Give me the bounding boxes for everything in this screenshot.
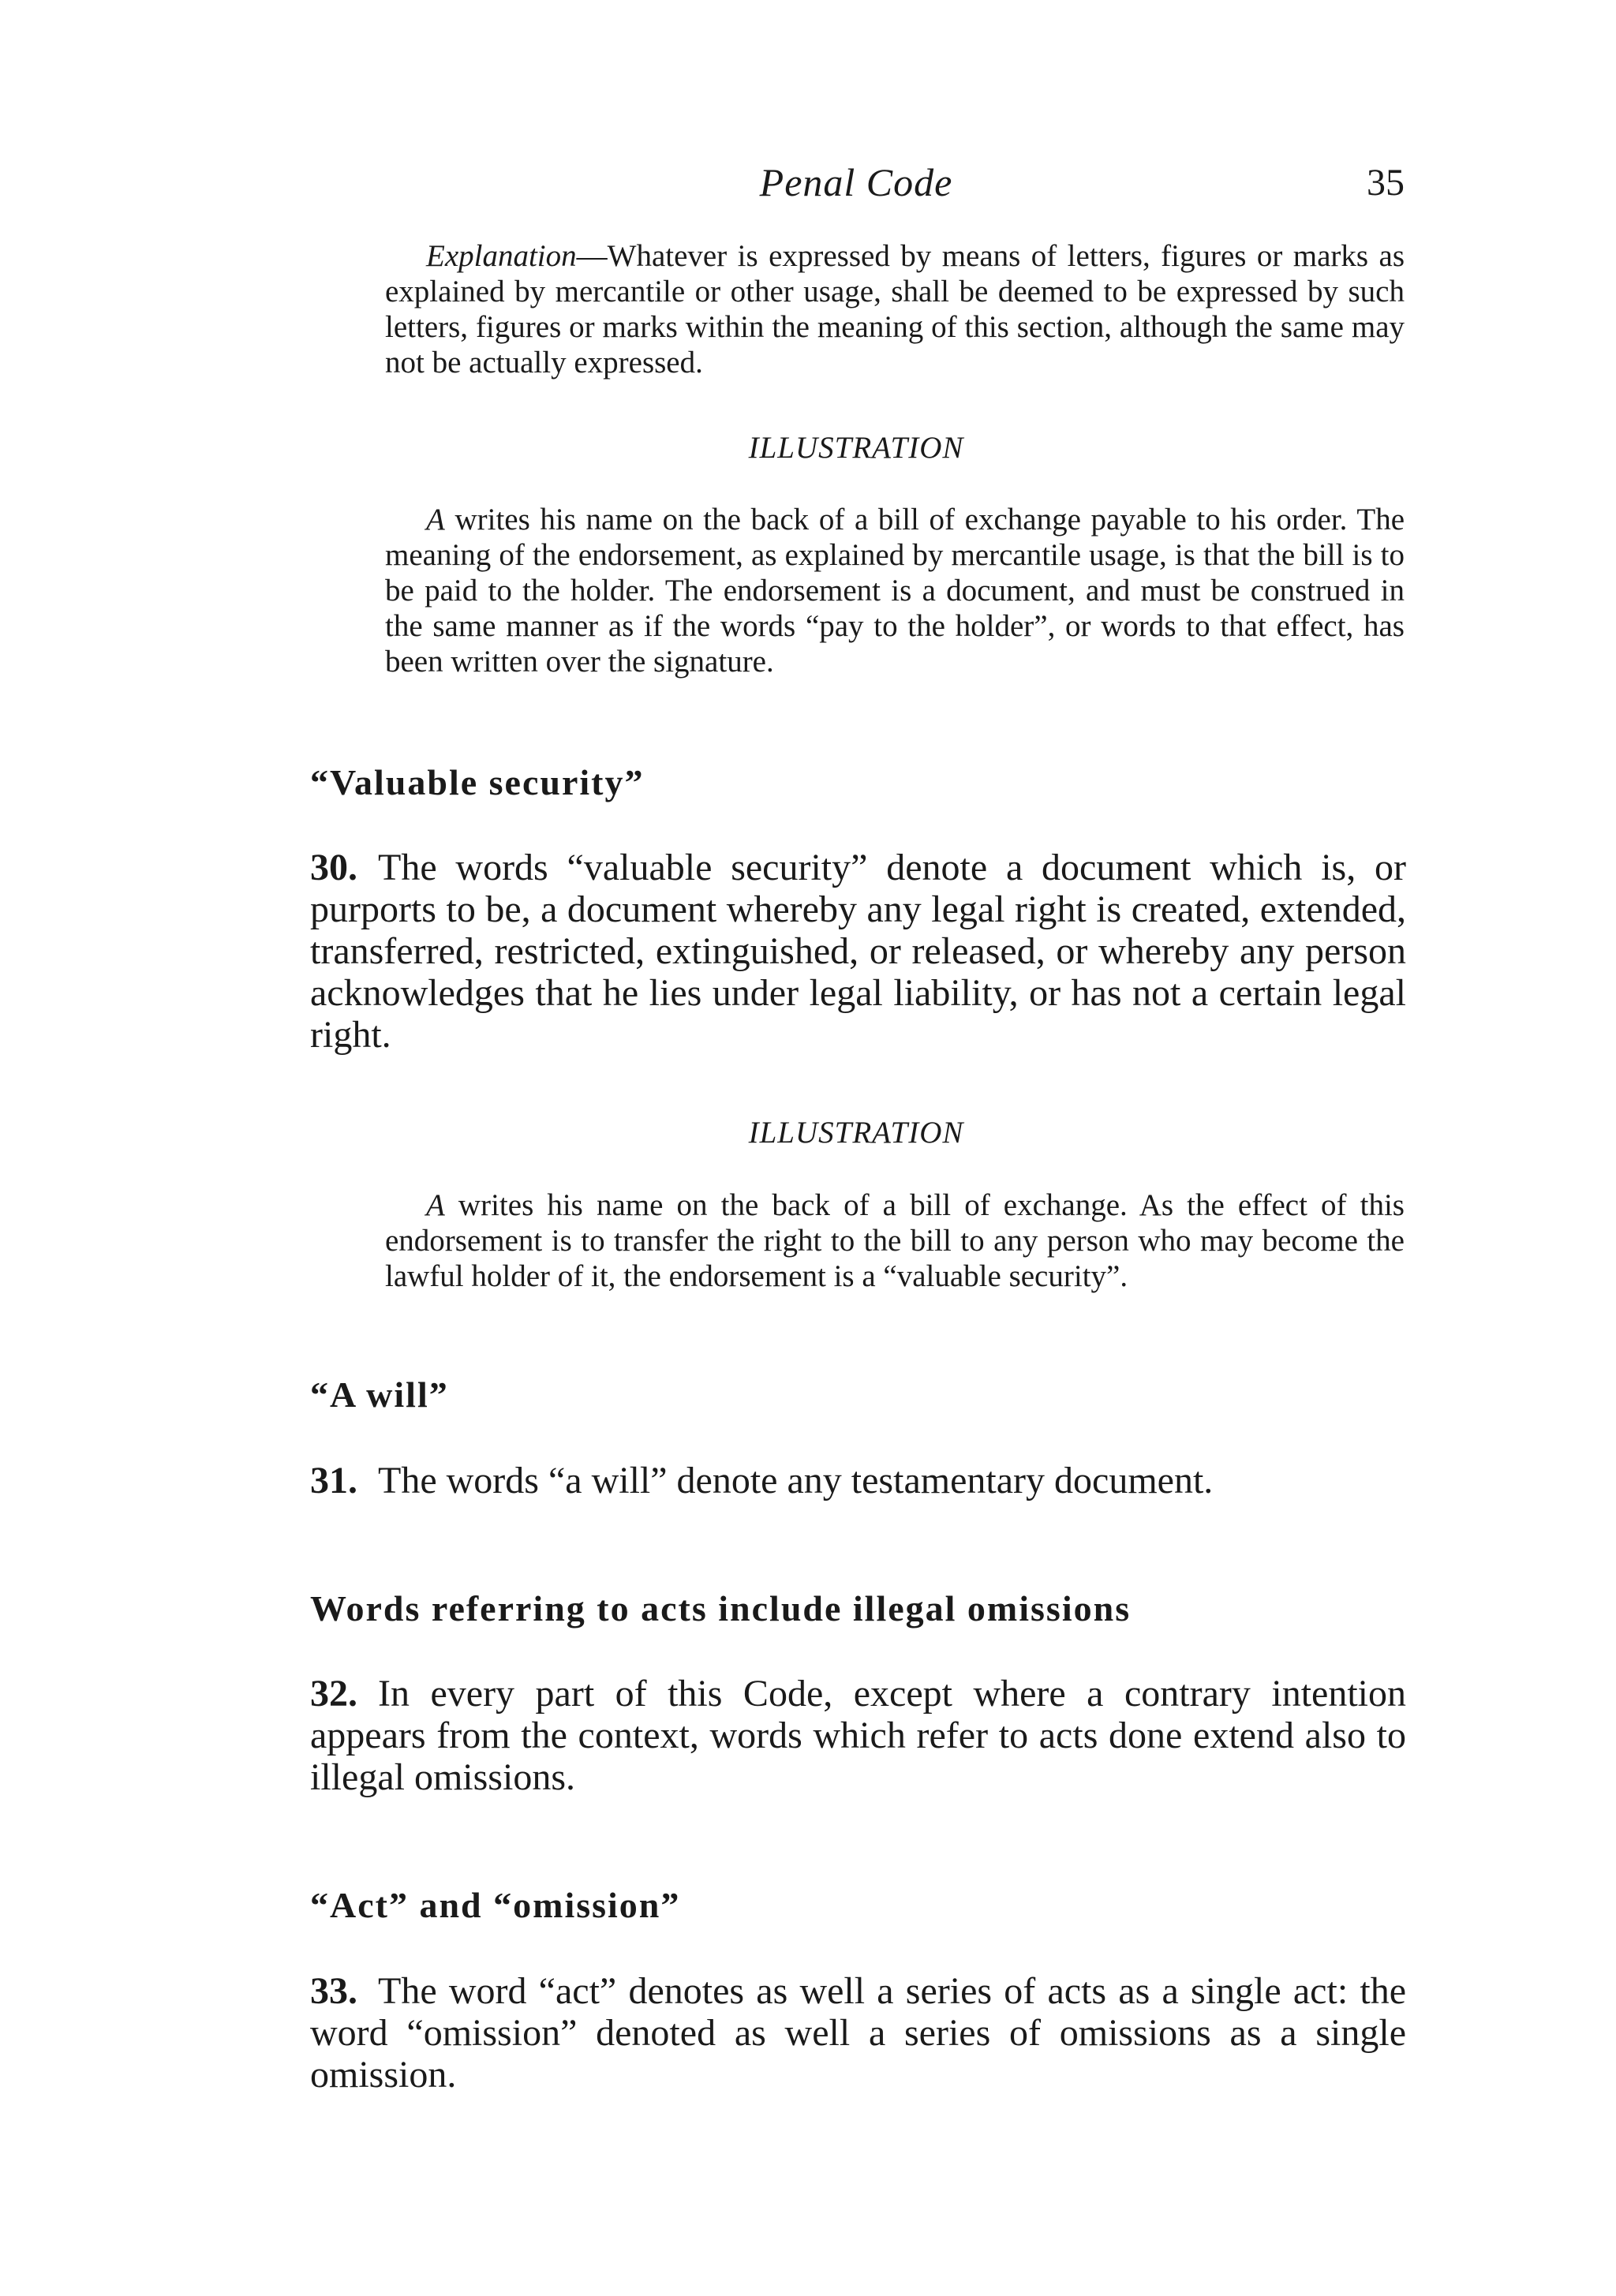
- illustration-block-1: [385, 502, 1405, 679]
- explanation-dash: —: [576, 239, 608, 273]
- section-heading-33: “Act” and “omission”: [310, 1885, 681, 1925]
- section-number-30: 30.: [310, 847, 357, 888]
- section-paragraph-30: [310, 847, 1406, 1056]
- illustration-lead-2: A: [426, 1188, 445, 1222]
- page-number: 35: [1367, 162, 1405, 204]
- section-text-30: The words “valuable security” denote a document which is, or purports to be, a document whereby any legal right is created, extended, transferred, restricted, extinguished, or released, or whereby any person acknowledges that he lies under legal liability, or has not a certain legal right.: [310, 847, 1406, 1056]
- section-31: [310, 1460, 1406, 1501]
- section-text-31: The words “a will” denote any testamentary document.: [378, 1460, 1214, 1501]
- section-heading-32: Words referring to acts include illegal omissions: [310, 1588, 1132, 1629]
- illustration-paragraph-2: [385, 1187, 1405, 1294]
- explanation-text: Whatever is expressed by means of letters, figures or marks as explained by mercantile or other usage, shall be deemed to be expressed by such letters, figures or marks within the meaning of this section, although the same may not be actually expressed.: [385, 239, 1405, 380]
- running-header: [308, 155, 1405, 210]
- section-heading-30: “Valuable security”: [310, 762, 645, 802]
- section-paragraph-32: [310, 1673, 1406, 1798]
- illustration-block-2: [385, 1187, 1405, 1294]
- section-text-32: In every part of this Code, except where a contrary intention appears from the context, words which refer to acts done extend also to illegal omissions.: [310, 1673, 1406, 1798]
- section-number-33: 33.: [310, 1970, 357, 2012]
- section-paragraph-33: [310, 1970, 1406, 2096]
- section-paragraph-31: [310, 1460, 1406, 1501]
- illustration-heading-2: ILLUSTRATION: [748, 1116, 964, 1150]
- illustration-paragraph-1: [385, 502, 1405, 679]
- section-heading-31: “A will”: [310, 1374, 449, 1415]
- section-number-31: 31.: [310, 1460, 357, 1501]
- running-title: Penal Code: [759, 160, 953, 204]
- illustration-text-1: writes his name on the back of a bill of exchange payable to his order. The meaning of the endorsement, as explained by mercantile usage, is that the bill is to be paid to the holder. The endorsement is a document, and must be construed in the same manner as if the words “pay to the holder”, or words to that effect, has been written over the signature.: [385, 503, 1405, 679]
- explanation-block: [385, 238, 1405, 380]
- illustration-heading-1: ILLUSTRATION: [748, 431, 964, 465]
- section-32: [310, 1673, 1406, 1798]
- illustration-lead-1: A: [426, 503, 445, 537]
- section-text-33: The word “act” denotes as well a series of acts as a single act: the word “omission” denoted as well a series of omissions as a single omission.: [310, 1970, 1406, 2096]
- section-30: [310, 847, 1406, 1056]
- section-33: [310, 1970, 1406, 2096]
- explanation-lead: Explanation: [426, 239, 577, 273]
- explanation-paragraph: [385, 238, 1405, 380]
- illustration-text-2: writes his name on the back of a bill of exchange. As the effect of this endorsement is to transfer the right to the bill to any person who may become the lawful holder of it, the endorsement is a “valuable security”.: [385, 1188, 1405, 1293]
- section-number-32: 32.: [310, 1673, 357, 1715]
